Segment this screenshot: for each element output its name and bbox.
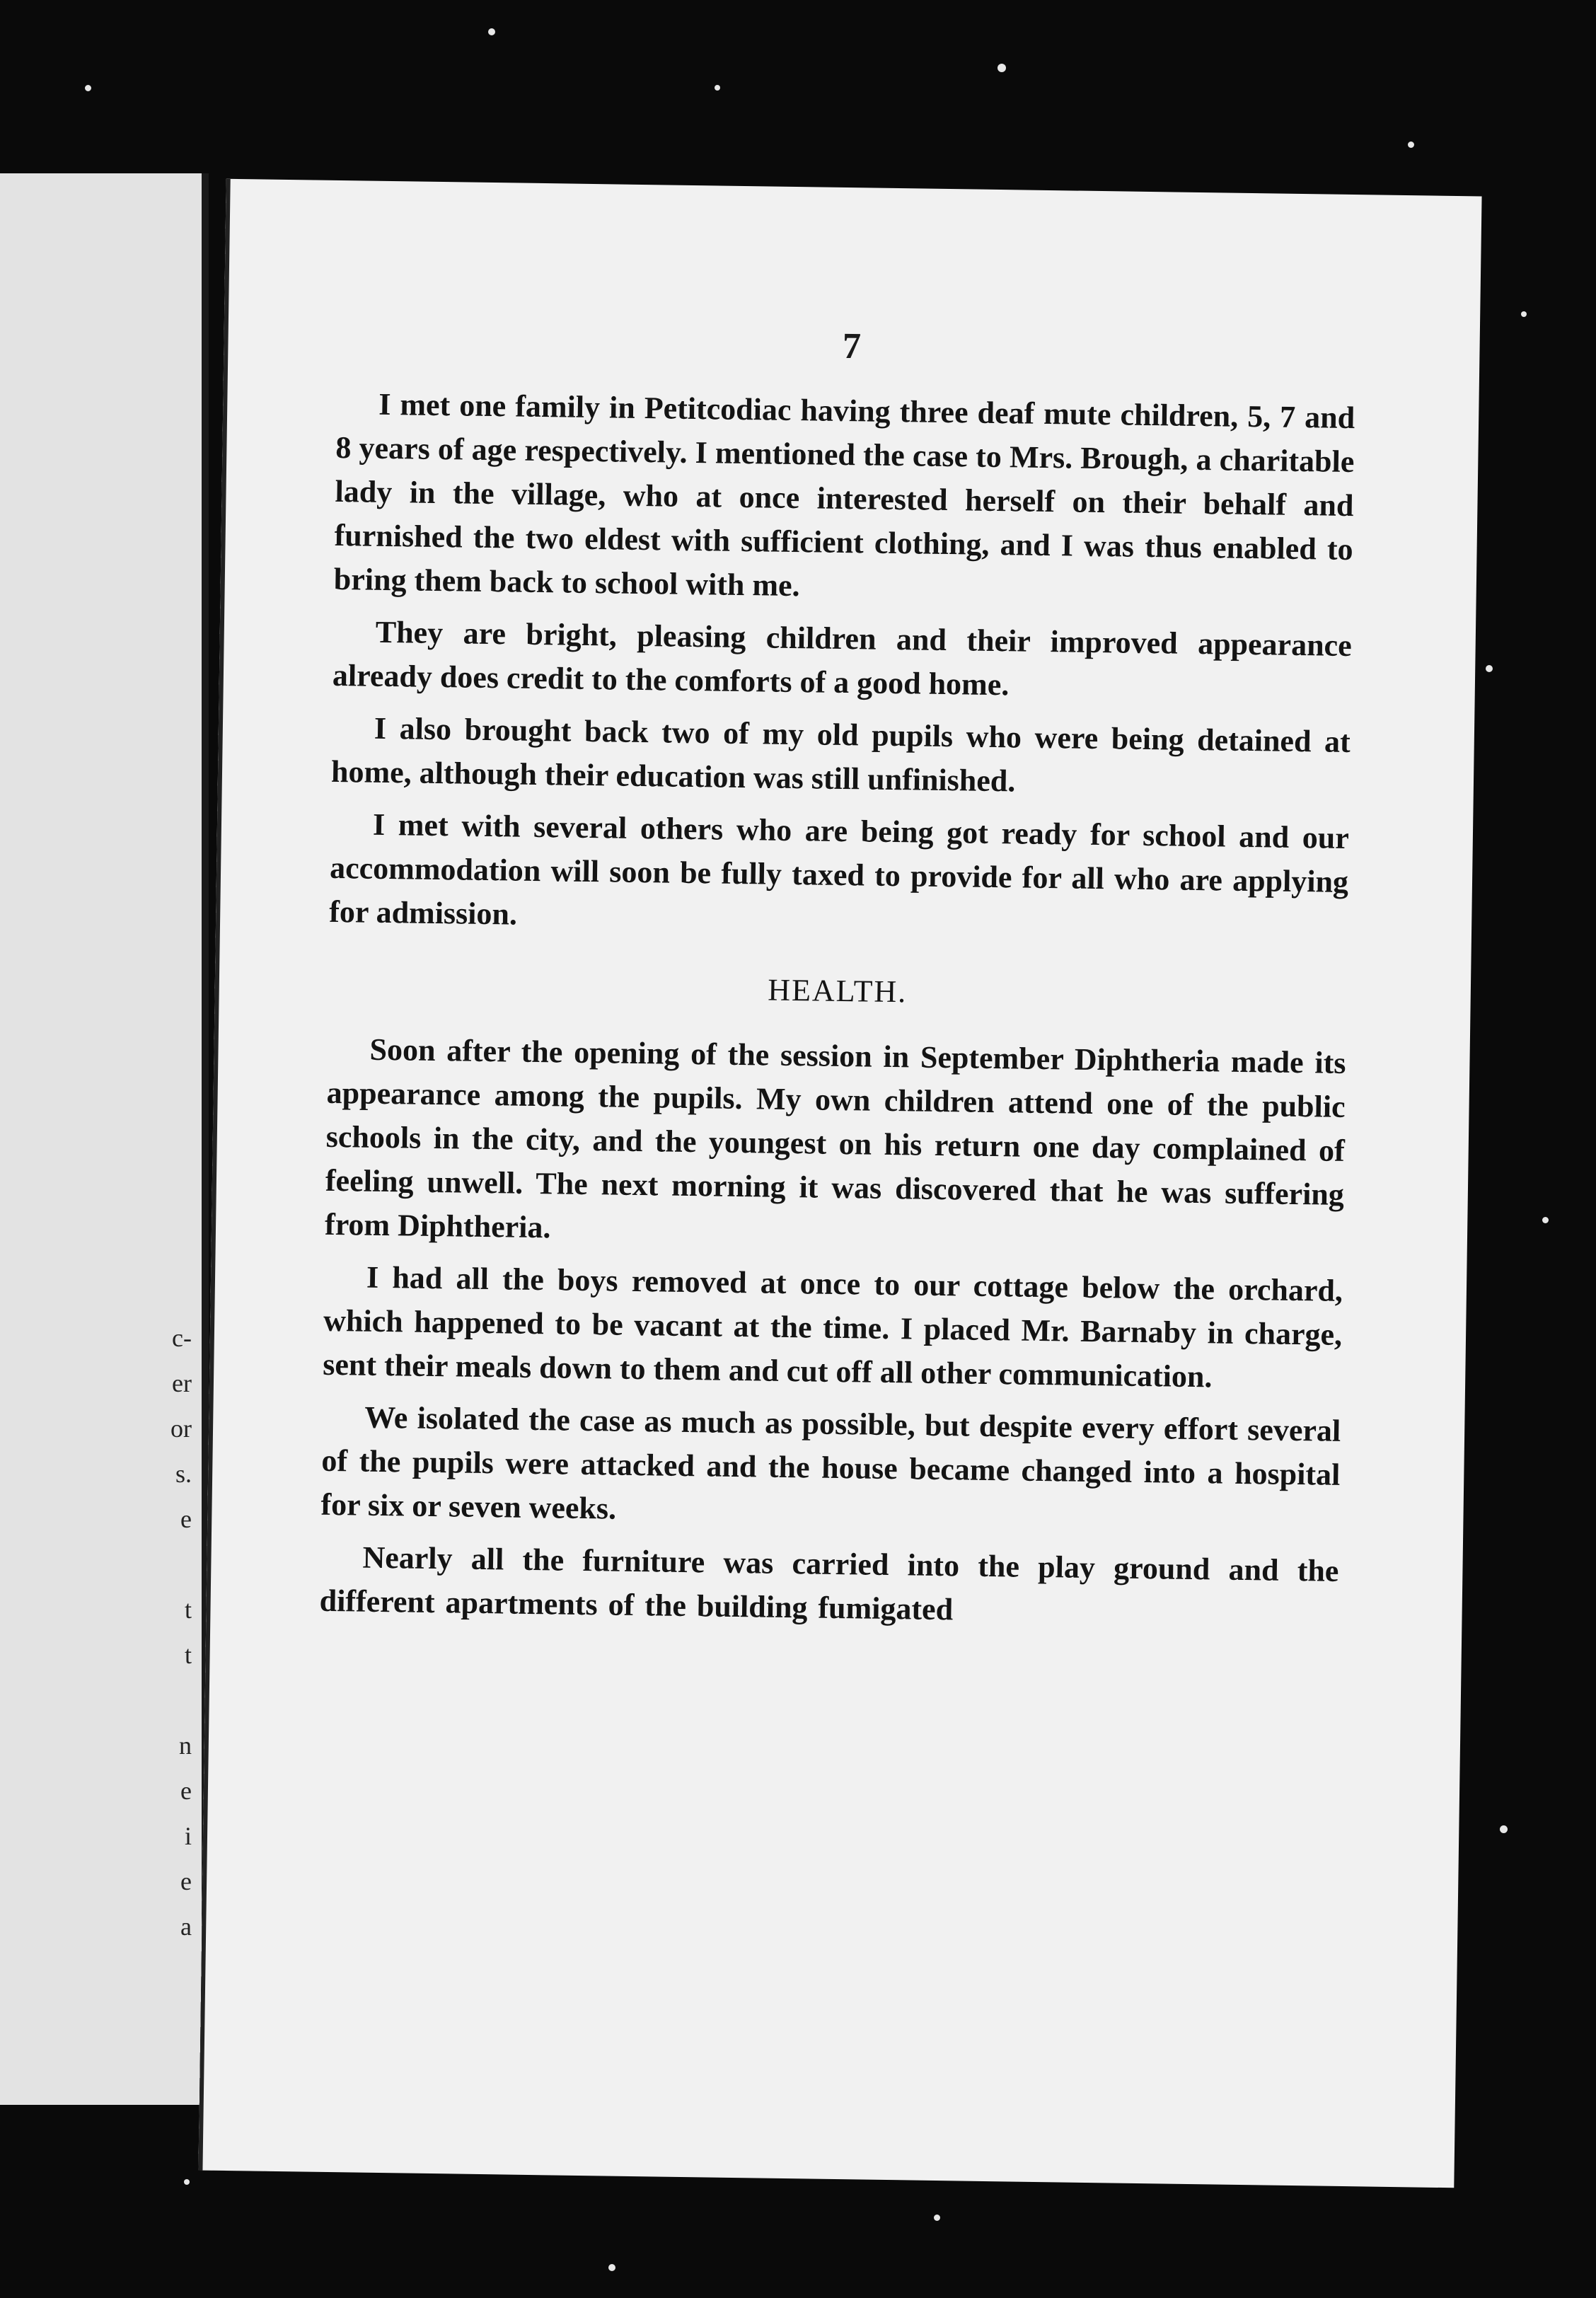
fragment (170, 1685, 192, 1731)
film-speck (1500, 1825, 1508, 1833)
film-speck (715, 85, 720, 91)
film-speck (934, 2215, 940, 2221)
fragment: e (180, 1505, 192, 1533)
paragraph: I met one family in Petitcodiac having three deaf mute children, 5, 7 and 8 years of age respectively. I mentioned the case to Mrs. Brough, a charitable lady in the village, who at once interested herself on their behalf and furnished the two eldest with sufficient clothing, and I was thus enabled to bring them back to school with me. (333, 386, 1355, 604)
fragment: e (180, 1867, 192, 1895)
film-speck (488, 28, 495, 35)
film-speck (1542, 1217, 1549, 1223)
fragment: i (184, 1822, 192, 1850)
film-speck (1521, 311, 1527, 317)
page-number: 7 (842, 325, 862, 367)
paragraph: Soon after the opening of the session in September Diphtheria made its appearance among the pupils. My own children attend one of the public schools in the city, and the youngest on his return one day complained of feeling unwell. The next morning it was discovered that he was suffering from Diphtheria. (324, 1032, 1346, 1245)
left-facing-page (0, 173, 209, 2105)
section-heading: HEALTH. (767, 972, 908, 1010)
film-speck (85, 85, 91, 91)
film-speck (1408, 142, 1414, 148)
fragment: or (170, 1414, 192, 1443)
paragraph: They are bright, pleasing children and their improved appearance already does credit to the comforts of a good home. (332, 614, 1353, 703)
film-speck (608, 2264, 615, 2271)
paragraph: Nearly all the furniture was carried into the play ground and the different apartments of the building fumigated (319, 1540, 1339, 1627)
body-text (319, 382, 1355, 1646)
paragraph: We isolated the case as much as possible, but despite every effort several of the pupils were attacked and the house became changed into a hospital for six or seven weeks. (320, 1399, 1341, 1526)
paragraph: I met with several others who are being got ready for school and our accommodation will soon be fully taxed to provide for all who are applying for admission. (328, 807, 1350, 932)
paragraph: I had all the boys removed at once to our cottage below the orchard, which happened to be vacant at the time. I placed Mr. Barnaby in charge, sent their meals down to them and cut off all other communication. (323, 1259, 1343, 1395)
fragment: s. (175, 1460, 192, 1488)
fragment: c- (172, 1324, 192, 1352)
paragraph: I also brought back two of my old pupils who were being detained at home, although their education was still unfinished. (330, 710, 1351, 799)
fragment: n (179, 1731, 192, 1760)
document-page (198, 179, 1481, 2188)
fragment: er (172, 1369, 192, 1397)
film-speck (184, 2179, 190, 2185)
fragment: e (180, 1777, 192, 1805)
fragment: a (180, 1912, 192, 1941)
fragment: t (184, 1595, 192, 1624)
fragment (170, 1549, 192, 1595)
fragment: t (184, 1641, 192, 1669)
film-speck (998, 64, 1006, 72)
film-speck (1486, 665, 1493, 672)
left-page-fragments (170, 1323, 192, 1957)
